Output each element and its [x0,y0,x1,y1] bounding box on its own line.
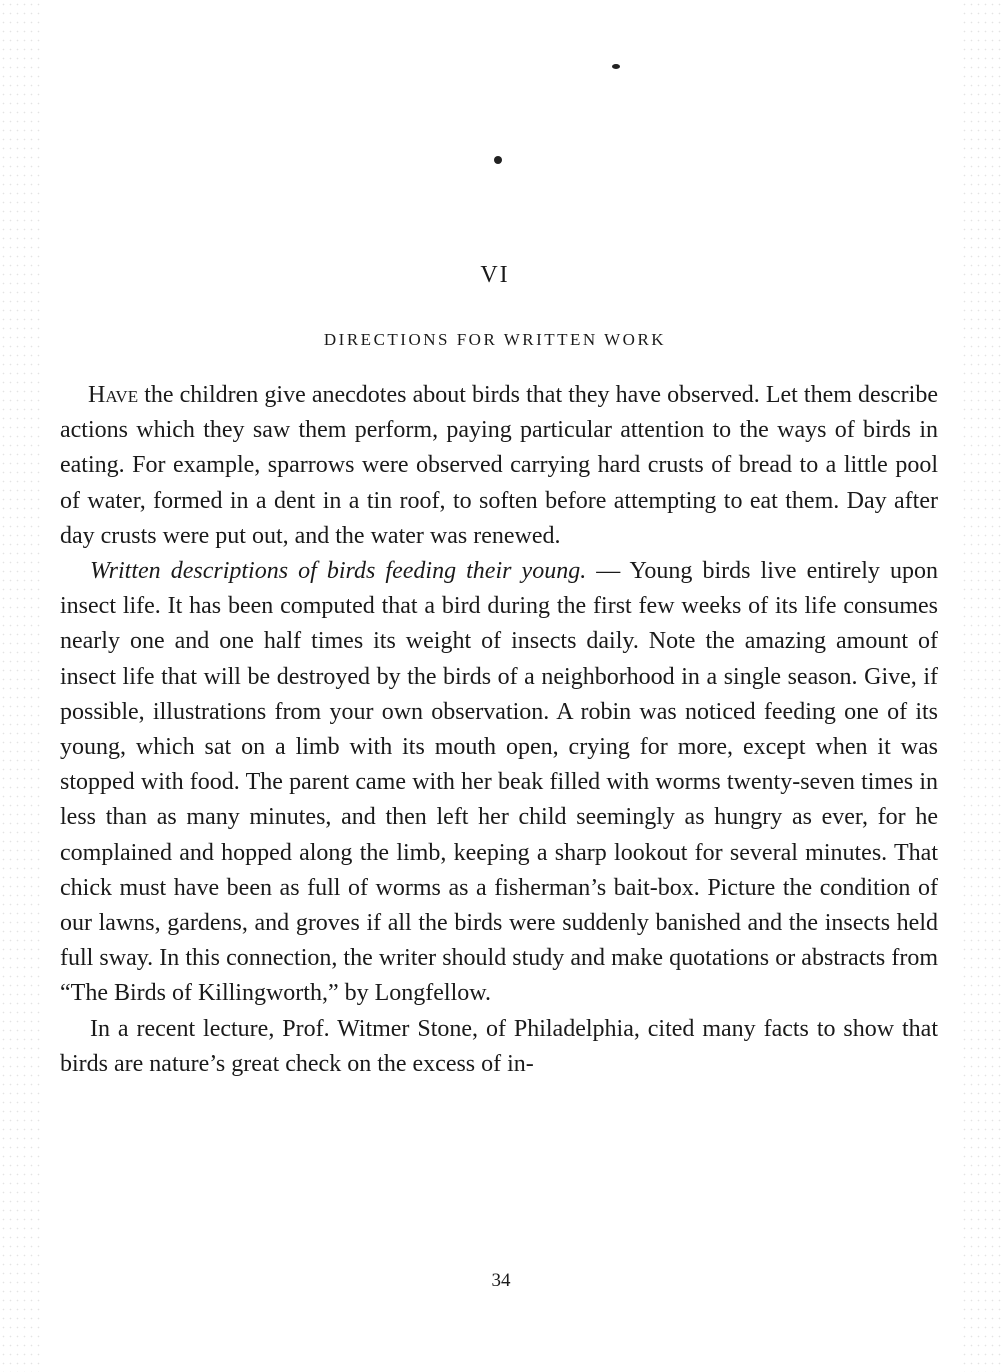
paragraph-text: the children give anecdotes about birds that they have observed. Let them describe actions which they saw them perform, paying particular attention to the ways of birds in eating. For example, sparrows were observed carrying hard crusts of bread to a little pool of water, formed in a dent in a tin roof, to soften before attempting to eat them. Day after day crusts were put out, and the water was renewed. [60,382,938,549]
ink-speck [612,64,620,69]
body-text [60,378,938,1082]
chapter-number: VI [480,262,510,288]
ornament-speck [494,156,502,164]
paragraph-text: — Young birds live entirely upon insect life. It has been computed that a bird during the first few weeks of its life consumes nearly one and one half times its weight of insects daily. Note the amazing amount of insect life that will be destroyed by the birds of a neighborhood in a single season. Give, if possible, illustrations from your own observation. A robin was noticed feeding one of its young, which sat on a limb with its mouth open, crying for more, except when it was stopped with food. The parent came with her beak filled with worms twenty-seven times in less than as many minutes, and then left her child seemingly as hungry as ever, for he complained and hopped along the limb, keeping a sharp lookout for several minutes. That chick must have been as full of worms as a fisherman’s bait-box. Picture the condition of our lawns, gardens, and groves if all the birds were suddenly banished and the insects held full sway. In this connection, the writer should study and make quotations or abstracts from “The Birds of Killingworth,” by Longfellow. [60,558,938,1007]
paragraph-feeding-young [60,554,938,1012]
page-number: 34 [491,1270,511,1291]
paragraph-italic-heading: Written descriptions of birds feeding their young. [90,558,587,585]
left-edge-scan-noise [0,0,40,1372]
paragraph-anecdotes [60,378,938,554]
right-edge-scan-noise [961,0,1001,1372]
paragraph-lecture [60,1012,938,1082]
chapter-title: DIRECTIONS FOR WRITTEN WORK [323,330,667,349]
paragraph-lead-word: Have [88,382,139,408]
paragraph-text: In a recent lecture, Prof. Witmer Stone, of Philadelphia, cited many facts to show that birds are nature’s great check on the excess of in- [60,1015,938,1077]
